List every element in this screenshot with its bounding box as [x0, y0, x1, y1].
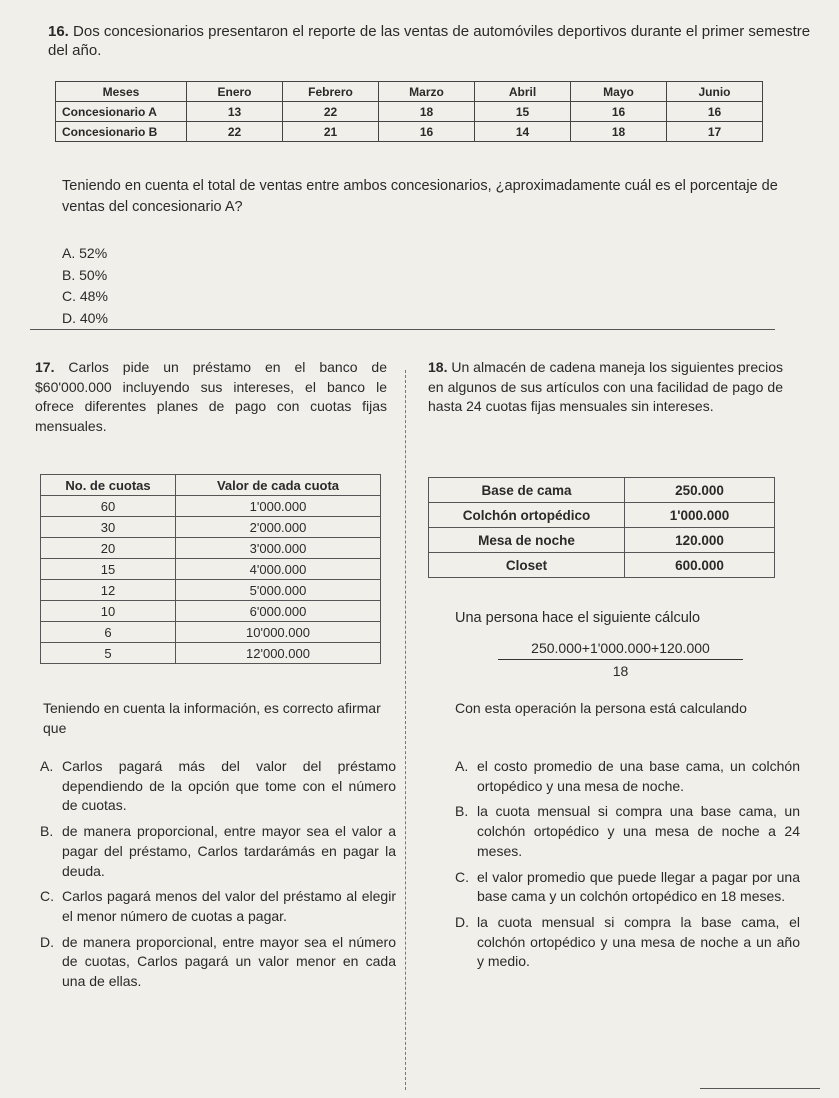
section-divider: [30, 329, 775, 330]
table-cell: 15: [475, 102, 571, 122]
table-cell: Abril: [475, 82, 571, 102]
q17-statement: [35, 358, 387, 436]
q18-statement: [428, 358, 783, 417]
table-cell: 22: [283, 102, 379, 122]
fraction-numerator: 250.000+1'000.000+120.000: [498, 640, 743, 660]
q18-lead: Con esta operación la persona está calculando: [455, 700, 747, 716]
option-letter: B.: [40, 823, 54, 840]
q17-number: 17.: [35, 359, 55, 375]
table-row: [41, 517, 381, 538]
q17-option-d[interactable]: [40, 933, 396, 992]
option-letter: C.: [40, 888, 54, 905]
table-cell: Concesionario A: [56, 102, 187, 122]
table-cell: Enero: [187, 82, 283, 102]
q16-statement-text: Dos concesionarios presentaron el reporte de las ventas de automóviles deportivos durante el primer semestre del año.: [48, 23, 811, 59]
option-text: 48%: [79, 288, 108, 304]
option-text: la cuota mensual si compra la base cama, el colchón ortopédico y una mesa de noche a un año y medio.: [477, 913, 800, 970]
table-cell: 1'000.000: [176, 496, 381, 517]
table-row: [41, 496, 381, 517]
table-row: [41, 538, 381, 559]
option-text: el costo promedio de una base cama, un colchón ortopédico y una mesa de noche.: [477, 758, 800, 794]
table-row: [41, 559, 381, 580]
table-cell: 5: [41, 643, 176, 664]
option-text: 52%: [79, 245, 108, 261]
table-cell: 22: [187, 122, 283, 142]
option-text: el valor promedio que puede llegar a pagar por una base cama y un colchón ortopédico en 18 meses.: [477, 868, 800, 905]
table-cell: No. de cuotas: [41, 475, 176, 496]
option-text: de manera proporcional, entre mayor sea el número de cuotas, Carlos pagará un valor menor en cada una de ellas.: [62, 933, 396, 990]
table-cell: 2'000.000: [176, 517, 381, 538]
q17-option-a[interactable]: [40, 757, 396, 816]
sales-table-header: [56, 82, 763, 102]
q18-option-d[interactable]: [455, 913, 800, 972]
option-letter: B.: [62, 266, 76, 283]
q16-question: Teniendo en cuenta el total de ventas entre ambos concesionarios, ¿aproximadamente cuál es el porcentaje de ventas del concesionario A?: [62, 178, 778, 215]
option-letter: A.: [62, 245, 76, 261]
table-row: [41, 580, 381, 601]
table-cell: 3'000.000: [176, 538, 381, 559]
q17-option-c[interactable]: [40, 887, 396, 926]
table-cell: 16: [571, 102, 667, 122]
cuotas-table: [40, 474, 381, 664]
table-cell: Febrero: [283, 82, 379, 102]
q17-statement-text: Carlos pide un préstamo en el banco de $60'000.000 incluyendo sus intereses, el banco le ofrece diferentes planes de pago con cuotas fijas mensuales.: [35, 359, 387, 434]
table-cell: 18: [571, 122, 667, 142]
table-cell: 14: [475, 122, 571, 142]
table-cell: 250.000: [625, 478, 775, 503]
table-cell: 6: [41, 622, 176, 643]
precios-table: [428, 477, 775, 578]
table-cell: 17: [667, 122, 763, 142]
q17-option-b[interactable]: [40, 822, 396, 881]
q18-option-c[interactable]: [455, 868, 800, 907]
table-row: [429, 503, 775, 528]
option-text: la cuota mensual si compra una base cama, un colchón ortopédico y una mesa de noche a 24 meses.: [477, 803, 800, 859]
q16-statement: [48, 22, 818, 60]
table-cell: 18: [379, 102, 475, 122]
q16-option-c[interactable]: [62, 286, 108, 308]
option-letter: B.: [455, 803, 469, 820]
q18-statement-text: Un almacén de cadena maneja los siguientes precios en algunos de sus artículos con una facilidad de pago de hasta 24 cuotas fijas mensuales sin intereses.: [428, 359, 783, 414]
q18-option-a[interactable]: [455, 757, 800, 796]
table-cell: Valor de cada cuota: [176, 475, 381, 496]
q16-number: 16.: [48, 23, 69, 40]
table-row: [56, 102, 763, 122]
option-letter: D.: [40, 933, 54, 950]
option-text: 50%: [79, 266, 108, 283]
option-letter: D.: [455, 913, 469, 930]
table-row: [41, 601, 381, 622]
table-row: [429, 478, 775, 503]
table-cell: Mayo: [571, 82, 667, 102]
q18-options: [455, 757, 800, 978]
column-divider: [405, 370, 406, 1090]
q17-options: [40, 757, 396, 998]
q16-option-d[interactable]: [62, 308, 108, 330]
table-row: [41, 622, 381, 643]
calc-fraction: [498, 640, 743, 679]
q16-option-b[interactable]: [62, 265, 108, 287]
table-cell: Closet: [429, 553, 625, 578]
option-letter: D.: [62, 309, 76, 326]
table-cell: 21: [283, 122, 379, 142]
q16-option-a[interactable]: [62, 243, 108, 265]
table-cell: Meses: [56, 82, 187, 102]
table-cell: 120.000: [625, 528, 775, 553]
table-cell: Base de cama: [429, 478, 625, 503]
table-row: [56, 122, 763, 142]
option-text: 40%: [79, 309, 108, 326]
table-cell: 1'000.000: [625, 503, 775, 528]
option-letter: A.: [40, 758, 54, 774]
option-text: Carlos pagará más del valor del préstamo dependiendo de la opción que tome con el número de cuotas.: [62, 758, 396, 814]
table-cell: 16: [667, 102, 763, 122]
option-letter: C.: [455, 868, 469, 885]
sales-table: [55, 81, 763, 142]
fraction-denominator: 18: [612, 663, 629, 679]
table-cell: 13: [187, 102, 283, 122]
q16-options: [62, 243, 108, 329]
table-cell: 12'000.000: [176, 643, 381, 664]
table-cell: Mesa de noche: [429, 528, 625, 553]
table-cell: Junio: [667, 82, 763, 102]
table-cell: 15: [41, 559, 176, 580]
table-cell: 30: [41, 517, 176, 538]
table-cell: Marzo: [379, 82, 475, 102]
table-row: [41, 643, 381, 664]
table-cell: 16: [379, 122, 475, 142]
table-cell: 20: [41, 538, 176, 559]
table-cell: Colchón ortopédico: [429, 503, 625, 528]
option-text: de manera proporcional, entre mayor sea el valor a pagar del préstamo, Carlos tardarámás en pagar la deuda.: [62, 823, 396, 879]
table-cell: Concesionario B: [56, 122, 187, 142]
table-row: [429, 528, 775, 553]
option-letter: C.: [62, 288, 76, 304]
q18-option-b[interactable]: [455, 802, 800, 861]
cuotas-table-header: [41, 475, 381, 496]
table-cell: 600.000: [625, 553, 775, 578]
table-cell: 12: [41, 580, 176, 601]
q18-number: 18.: [428, 359, 448, 375]
page-footer-line: [700, 1088, 820, 1089]
table-row: [429, 553, 775, 578]
table-cell: 6'000.000: [176, 601, 381, 622]
table-cell: 10'000.000: [176, 622, 381, 643]
option-letter: A.: [455, 758, 469, 774]
calc-intro: Una persona hace el siguiente cálculo: [455, 610, 701, 626]
table-cell: 60: [41, 496, 176, 517]
option-text: Carlos pagará menos del valor del préstamo al elegir el menor número de cuotas a pagar.: [62, 888, 396, 924]
table-cell: 5'000.000: [176, 580, 381, 601]
q17-lead: Teniendo en cuenta la información, es correcto afirmar que: [43, 700, 381, 736]
table-cell: 4'000.000: [176, 559, 381, 580]
table-cell: 10: [41, 601, 176, 622]
